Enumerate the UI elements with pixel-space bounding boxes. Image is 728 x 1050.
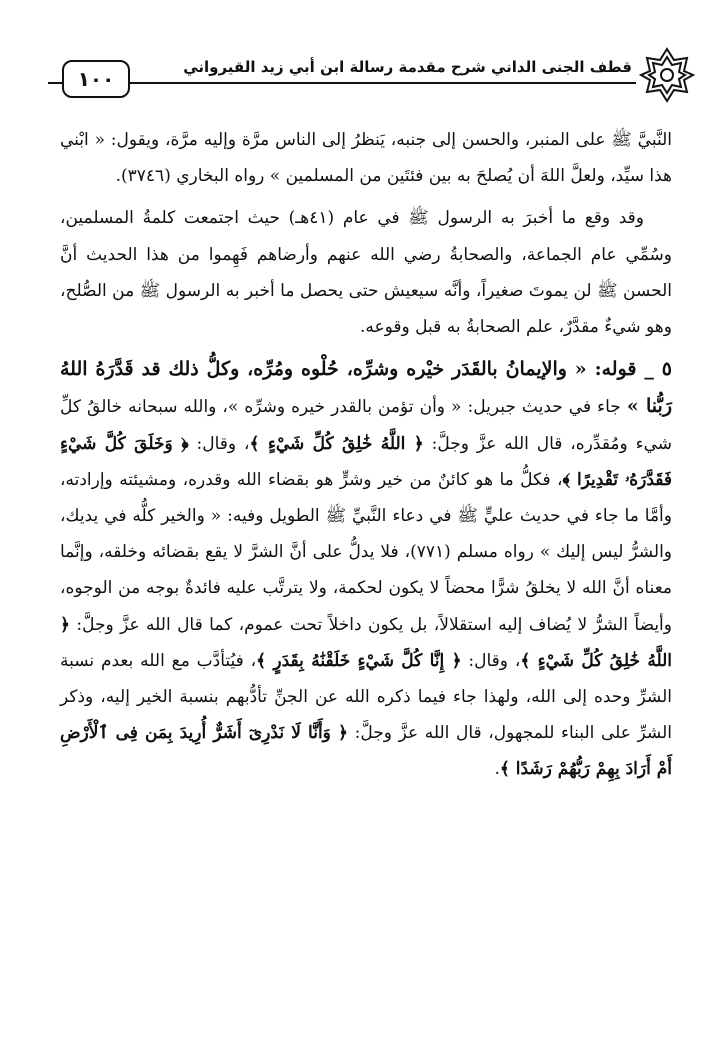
quran-verse: ﴿ وَخَلَقَ كُلَّ شَيْءٍ فَقَدَّرَهُۥ تَقْدِيرًا ﴾	[60, 433, 672, 490]
text-run: ، وقال:	[461, 650, 521, 671]
text-run: ، فيُتأدَّب مع الله بعدم نسبة الشرِّ وحده إلى الله، ولهذا جاء فيما ذكره الله عن الجنِّ تأدُّبهم بنسبة الخير إليه، وذكر الشرِّ على البناء للمجهول، قال الله عزَّ وجلَّ:	[60, 650, 672, 744]
page-header	[48, 42, 696, 108]
text-run: جاء في حديث جبريل: « وأن تؤمن بالقدر خيره وشرِّه »، والله سبحانه خالقُ كلِّ شيء ومُقدِّره، قال الله عزَّ وجلَّ:	[60, 397, 673, 454]
page-number: ١٠٠	[62, 60, 130, 98]
book-title: قطف الجنى الداني شرح مقدمة رسالة ابن أبي زيد القيرواني	[183, 58, 632, 76]
text-run: ، فكلُّ ما هو كائنٌ من خير وشرٍّ هو بقضاء الله وقدره، ومشيئته وإرادته، وأمَّا ما جاء في حديث عليٍّ ﷺ في دعاء النَّبيِّ ﷺ الطويل وفيه: « والخير كلُّه في يديك، والشرُّ ليس إليك » رواه مسلم (٧٧١)، فلا يدلُّ على أنَّ الشرَّ لا يقع بقضائه وخلقه، وإنَّما معناه أنَّ الله لا يخلقُ شرًّا محضاً لا يكون لحكمة، ولا يترتَّب عليه فائدةٌ بوجه من الوجوه، وأيضاً الشرُّ لا يُضاف إليه استقلالاً، بل يكون داخلاً تحت عموم، كما قال الله عزَّ وجلَّ:	[60, 469, 673, 635]
quran-verse: ﴿ إِنَّا كُلَّ شَيْءٍ خَلَقْنَٰهُ بِقَدَرٍ ﴾	[256, 650, 462, 671]
text-run: ، وقال:	[188, 433, 250, 454]
paragraph: وقد وقع ما أخبرَ به الرسول ﷺ في عام (٤١هـ) حيث اجتمعت كلمةُ المسلمين، وسُمِّي عام الجماعة، والصحابةُ رضي الله عنهم وأرضاهم فَهِموا من هذا الحديث أنَّ الحسن ﷺ لن يموتَ صغيراً، وأنَّه سيعيش حتى يحصل ما أخبر به الرسول ﷺ من الصُّلح، وهو شيءٌ مقدَّرٌ، علم الصحابةُ به قبل وقوعه.	[60, 208, 672, 338]
text-run: .	[494, 759, 500, 780]
section-5	[60, 351, 672, 787]
header-rule	[48, 82, 636, 84]
page-body	[60, 122, 672, 788]
paragraph: النَّبيَّ ﷺ على المنبر، والحسن إلى جنبه، يَنظرُ إلى الناس مرَّة وإليه مرَّة، ويقول: « ابْني هذا سيِّد، ولعلَّ اللهَ أن يُصلحَ به بين فئتَين من المسلمين » رواه البخاري (٣٧٤٦).	[60, 130, 672, 187]
star-ornament-icon	[638, 46, 696, 104]
quran-verse: ﴿ اللَّهُ خَٰلِقُ كُلِّ شَيْءٍ ﴾	[60, 614, 672, 671]
quran-verse: ﴿ وَأَنَّا لَا نَدْرِىٓ أَشَرٌّ أُرِيدَ بِمَن فِى ٱلْأَرْضِ أَمْ أَرَادَ بِهِمْ رَبُّهُمْ رَشَدًا ﴾	[60, 723, 672, 780]
quran-verse: ﴿ اللَّهُ خَٰلِقُ كُلِّ شَيْءٍ ﴾	[249, 433, 424, 454]
section-heading: ٥ _ قوله: « والإيمانُ بالقَدَر خيْره وشرِّه، حُلْوه ومُرِّه، وكلُّ ذلك قد قَدَّرَهُ اللهُ رَبُّنا »	[60, 358, 672, 418]
